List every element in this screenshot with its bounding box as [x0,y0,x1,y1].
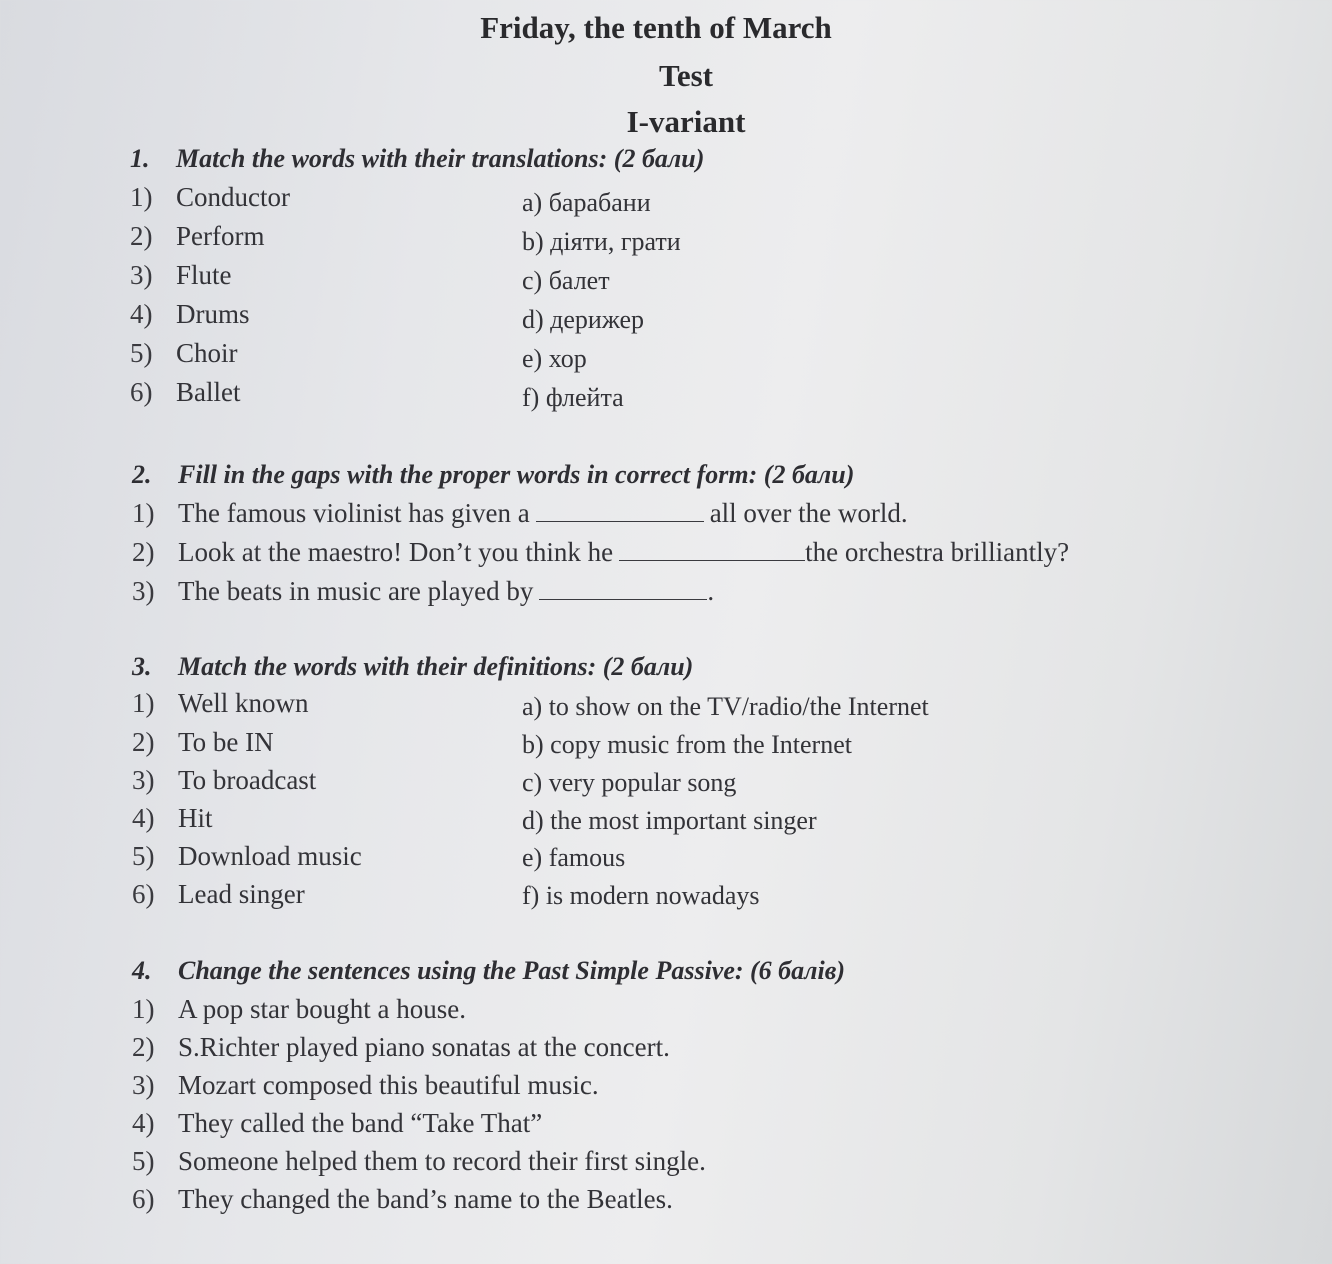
task1-title [130,144,704,174]
task1-right-item: f) флейта [522,383,624,412]
task3-left-item [132,727,274,758]
task3-title [132,652,693,682]
task4-item [132,1146,706,1177]
item-number: 6) [130,377,153,407]
item-number: 5) [130,338,153,368]
task4-title [132,956,845,986]
item-number: 5) [132,841,155,871]
task2-number: 2. [132,460,152,489]
task1-right-item: c) балет [522,266,610,295]
item-text: To be IN [178,727,274,757]
item-number: 3) [130,260,153,290]
task3-title-text: Match the words with their definitions: (2 бали) [178,652,694,681]
item-number: 1) [132,498,155,528]
item-number: 2) [132,727,155,757]
task1-left-item [130,221,264,252]
task4-item [132,1070,599,1101]
sentence-start: The famous violinist has given a [178,498,530,528]
item-text: Conductor [176,182,290,212]
task4-title-text: Change the sentences using the Past Simple Passive: (6 балів) [178,956,845,985]
item-text: Choir [176,338,238,368]
item-number: 1) [132,688,155,718]
task3-left-item [132,765,316,796]
task2-item [132,575,714,607]
item-number: 4) [132,1108,155,1138]
task1-right-item: e) хор [522,344,587,373]
task1-left-item [130,299,250,330]
answer-gap[interactable] [539,575,707,600]
item-number: 6) [132,879,155,909]
task3-right-item: f) is modern nowadays [522,881,760,910]
task4-item [132,1032,670,1063]
task1-number: 1. [130,144,150,173]
task2-title-text: Fill in the gaps with the proper words in correct form: (2 бали) [178,460,855,489]
sentence-end: . [707,576,715,606]
item-text: To broadcast [178,765,317,795]
item-number: 3) [132,576,155,606]
task3-left-item [132,803,213,834]
variant-heading: I-variant [626,104,746,139]
task1-left-item [130,338,238,369]
answer-gap[interactable] [536,497,704,522]
item-number: 6) [132,1184,155,1214]
task1-left-item [130,377,240,408]
item-number: 2) [132,537,155,567]
task1-left-item [130,260,232,291]
item-text: Hit [178,803,213,833]
item-number: 1) [130,182,153,212]
item-number: 3) [132,765,155,795]
item-text: Ballet [176,377,241,407]
task3-right-item: b) copy music from the Internet [522,730,852,759]
sentence-start: Look at the maestro! Don’t you think he [178,537,614,567]
task1-left-item [130,182,290,213]
task4-item [132,1108,542,1139]
date-heading: Friday, the tenth of March [480,10,832,45]
task4-item [132,994,466,1025]
task1-title-text: Match the words with their translations: (2 бали) [176,144,705,173]
answer-gap[interactable] [619,536,805,561]
task2-title [132,460,854,490]
task3-right-item: d) the most important singer [522,806,817,835]
task3-left-item [132,688,309,719]
task1-right-item: a) барабани [522,188,651,217]
item-number: 2) [132,1032,155,1062]
item-text: Lead singer [178,879,305,909]
item-text: S.Richter played piano sonatas at the concert. [178,1032,670,1062]
task3-right-item: c) very popular song [522,768,737,797]
item-text: Download music [178,841,362,871]
item-number: 1) [132,994,155,1024]
task1-right-item: b) діяти, грати [522,227,681,256]
task4-item [132,1184,673,1215]
item-text: They called the band “Take That” [178,1108,543,1138]
item-number: 5) [132,1146,155,1176]
sentence-end: all over the world. [709,498,908,528]
task3-left-item [132,879,305,910]
task2-item [132,497,908,529]
item-text: Someone helped them to record their first single. [178,1146,706,1176]
task1-right-item: d) дерижер [522,305,645,334]
item-text: A pop star bought a house. [178,994,466,1024]
item-text: Perform [176,221,265,251]
task3-right-item: a) to show on the TV/radio/the Internet [522,692,929,721]
item-number: 4) [130,299,153,329]
item-number: 3) [132,1070,155,1100]
task2-item [132,536,1069,568]
item-number: 2) [130,221,153,251]
task3-left-item [132,841,362,872]
sentence-start: The beats in music are played by [178,576,534,606]
item-text: Well known [178,688,309,718]
item-text: Drums [176,299,250,329]
item-number: 4) [132,803,155,833]
task3-right-item: e) famous [522,843,626,872]
sentence-end: the orchestra brilliantly? [805,537,1070,567]
item-text: They changed the band’s name to the Beatles. [178,1184,673,1214]
item-text: Mozart composed this beautiful music. [178,1070,599,1100]
task4-number: 4. [132,956,152,985]
test-title: Test [659,58,713,93]
task3-number: 3. [132,652,152,681]
item-text: Flute [176,260,232,290]
